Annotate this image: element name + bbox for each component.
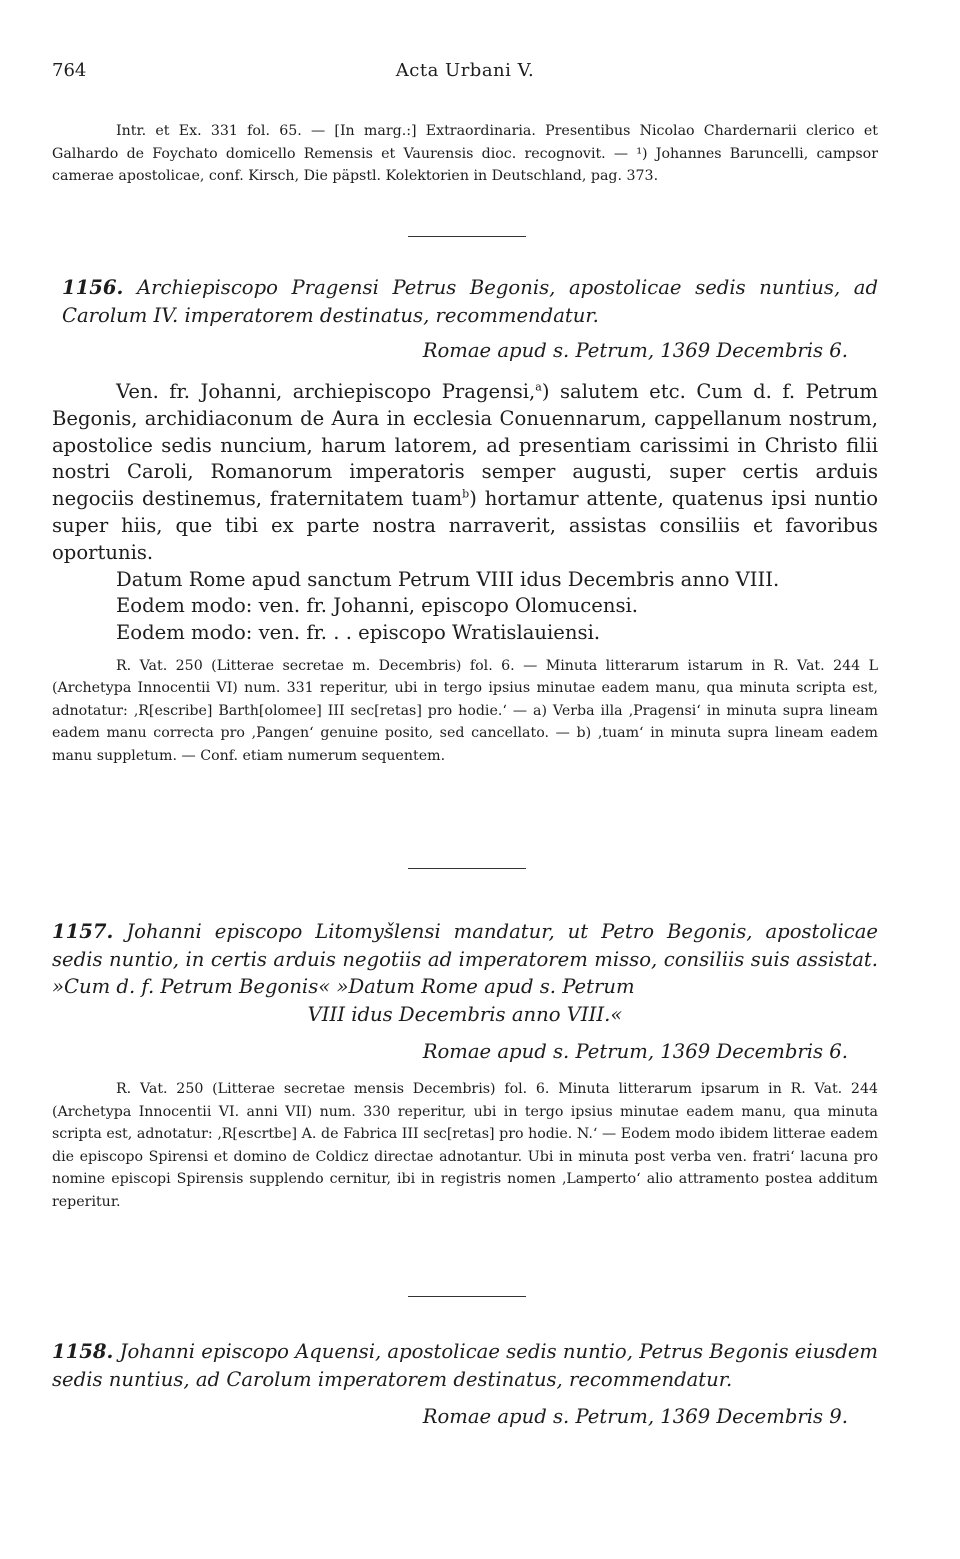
doc-1158-number: 1158.: [52, 1340, 114, 1363]
doc-1156-title: Archiepiscopo Pragensi Petrus Begonis, apostolicae sedis nuntius, ad Carolum IV. imperatorem destinatus, recommendatur.: [62, 276, 879, 327]
page-number: 764: [52, 60, 87, 81]
section-divider: [408, 236, 526, 237]
footnote-top-text: Intr. et Ex. 331 fol. 65. — [In marg.:] Extraordinaria. Presentibus Nicolao Chardernarii clerico et Galhardo de Foychato domicello Remensis et Vaurensis dioc. recognovit. — ¹) Johannes Baruncelli, campsor camerae apostolicae, conf. Kirsch, Die päpstl. Kolektorien in Deutschland, pag. 373.: [52, 123, 878, 184]
doc-1158-place-date: Romae apud s. Petrum, 1369 Decembris 9.: [422, 1405, 848, 1428]
doc-1156-place-date: Romae apud s. Petrum, 1369 Decembris 6.: [422, 339, 848, 362]
document-1156: [52, 274, 878, 767]
doc-1156-body: [52, 379, 878, 567]
doc-1158-title: Johanni episcopo Aquensi, apostolicae sedis nuntio, Petrus Begonis eiusdem sedis nuntius, ad Carolum imperatorem destinatus, recommendatur.: [52, 1340, 879, 1391]
doc-1156-number: 1156.: [62, 276, 124, 299]
doc-1157-place-date: Romae apud s. Petrum, 1369 Decembris 6.: [422, 1040, 848, 1063]
footnote-top: [52, 120, 878, 188]
doc-1157-number: 1157.: [52, 920, 114, 943]
doc-1157-note: R. Vat. 250 (Litterae secretae mensis Decembris) fol. 6. Minuta litterarum ipsarum in R. Vat. 244 (Archetypa Innocentii VI. anni VII) num. 330 reperitur, ubi in tergo ipsius minutae eadem manu, qua minuta scripta est, adnotatur: ‚R[escrtbe] A. de Fabrica III sec[retas] pro hodie. N.‘ — Eodem modo ibidem litterae eadem die episcopo Spirensi et domino de Coldicz directae adnotantur. Ubi in minuta post verba ven. fratri‘ lacuna pro nomine episcopi Spirensis supplendo cernitur, ibi in registris nomen ‚Lamperto‘ alio attramento postea additum reperitur.: [52, 1081, 878, 1210]
doc-1156-eodem-2: Eodem modo: ven. fr. . . episcopo Wratislauiensi.: [116, 621, 601, 645]
doc-1157-title: Johanni episcopo Litomyšlensi mandatur, ut Petro Begonis, apostolicae sedis nuntio, in certis arduis negotiis ad imperatorem misso, consiliis suis assistat. »Cum d. f. Petrum Begonis« »Datum Rome apud s. Petrum: [52, 920, 878, 998]
doc-1156-body-part2: ) salutem etc. Cum d. f. Petrum Begonis, archidiaconum de Aura in ecclesia Conuennarum, cappellanum nostrum, apostolice sedis nuncium, harum latorem, ad presentiam carissimi in Christo filii nostri Caroli, Romanorum imperatoris semper augusti, super certis arduis negociis destinemus, fraternitatem tuam: [52, 380, 878, 511]
doc-1156-body-part1: Ven. fr. Johanni, archiepiscopo Pragensi,: [116, 380, 536, 403]
section-divider: [408, 1296, 526, 1297]
doc-1157-title-last-line: VIII idus Decembris anno VIII.«: [307, 1002, 623, 1026]
doc-1158-heading: [52, 1338, 878, 1393]
section-divider: [408, 868, 526, 869]
doc-1156-eodem-1: Eodem modo: ven. fr. Johanni, episcopo Olomucensi.: [116, 594, 639, 618]
document-1157: [52, 918, 878, 1213]
doc-1156-body-part3: ) hortamur attente, quatenus ipsi nuntio super hiis, que tibi ex parte nostra narraverit, assistas consiliis et favoribus oportunis.: [52, 487, 878, 564]
doc-1156-datum: Datum Rome apud sanctum Petrum VIII idus Decembris anno VIII.: [116, 567, 780, 591]
doc-1156-note: R. Vat. 250 (Litterae secretae m. Decembris) fol. 6. — Minuta litterarum istarum in R. Vat. 244 L (Archetypa Innocentii VI) num. 331 reperitur, ubi in tergo ipsius minutae eadem manu, qua minuta scripta est, adnotatur: ‚R[escribe] Barth[olomee] III sec[retas] pro hodie.‘ — a) Verba illa ‚Pragensi‘ in minuta supra lineam eadem manu correcta pro ‚Pangen‘ genuine posito, sed cancellato. — b) ‚tuam‘ in minuta supra lineam eadem manu suppletum. — Conf. etiam numerum sequentem.: [52, 657, 878, 764]
document-1158: [52, 1338, 878, 1431]
running-title: Acta Urbani V.: [395, 60, 535, 81]
footnote-mark-a: a: [535, 380, 542, 394]
doc-1156-heading: [52, 274, 878, 329]
doc-1157-heading: [52, 918, 878, 1001]
footnote-mark-b: b: [462, 487, 470, 501]
page-header: [52, 60, 878, 90]
